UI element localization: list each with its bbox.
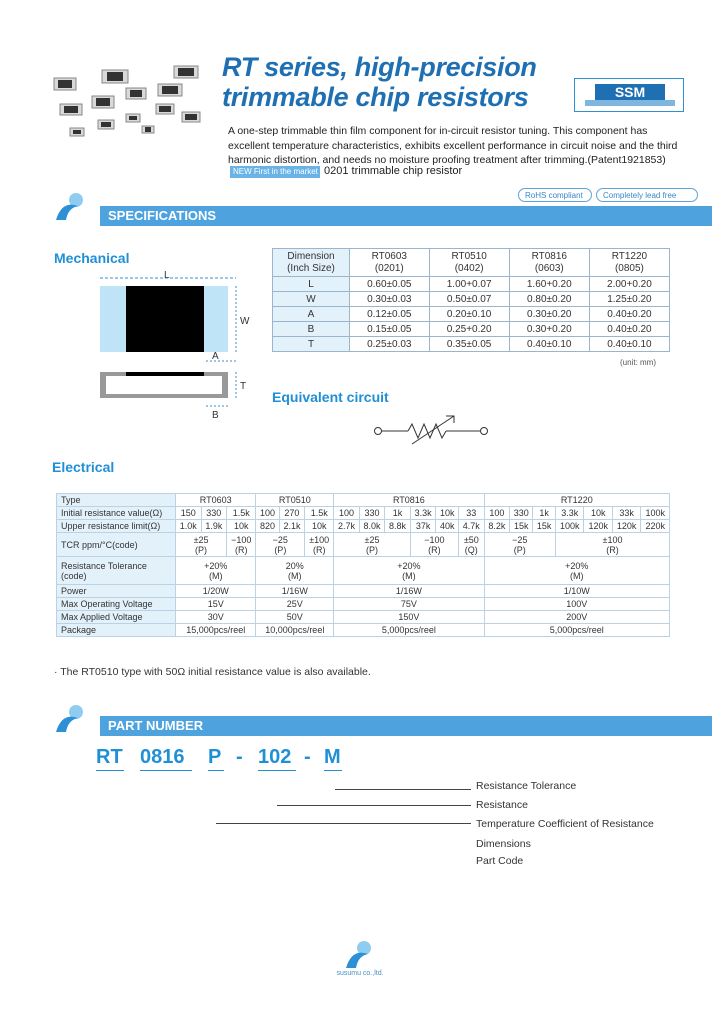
el-cell: 15k: [533, 520, 556, 533]
footnote: · The RT0510 type with 50Ω initial resistance value is also available.: [54, 666, 371, 678]
el-cell: 15V: [176, 598, 256, 611]
label-L: L: [164, 270, 170, 281]
el-cell: +20% (M): [176, 557, 256, 585]
dim-cell: 0.30±0.03: [350, 292, 430, 307]
el-cell: 100k: [641, 507, 670, 520]
el-label: Max Applied Voltage: [57, 611, 176, 624]
el-cell: +20% (M): [334, 557, 484, 585]
pn-resistance: 102: [258, 746, 292, 768]
el-cell: 8.2k: [484, 520, 510, 533]
leader-line: [335, 789, 471, 790]
dimension-outline: [100, 278, 236, 406]
el-cell: 37k: [410, 520, 436, 533]
el-cell: 120k: [584, 520, 612, 533]
el-cell: ±25 (P): [334, 533, 411, 557]
dim-cell: 0.60±0.05: [350, 277, 430, 292]
el-cell: 50V: [256, 611, 334, 624]
title-line-2: trimmable chip resistors: [222, 82, 529, 112]
el-cell: 8.8k: [385, 520, 411, 533]
el-cell: ±50 (Q): [459, 533, 485, 557]
el-cell: −25 (P): [484, 533, 555, 557]
label-B: B: [212, 410, 219, 418]
part-number-header: PART NUMBER: [100, 716, 712, 736]
el-cell: 330: [201, 507, 227, 520]
el-cell: 200V: [484, 611, 669, 624]
el-cell: RT0603: [176, 494, 256, 507]
dim-cell: 0.30±0.20: [509, 307, 589, 322]
electrical-table: [56, 493, 670, 637]
table-row: [57, 520, 670, 533]
dim-cell: 0.15±0.05: [350, 322, 430, 337]
el-cell: −25 (P): [256, 533, 305, 557]
el-cell: 3.3k: [556, 507, 584, 520]
el-cell: 330: [359, 507, 385, 520]
el-cell: 150: [176, 507, 202, 520]
part-number-code: [0, 746, 720, 776]
dim-header-cell: RT1220 (0805): [589, 249, 669, 277]
pn-underline: [96, 770, 124, 771]
el-cell: 1k: [533, 507, 556, 520]
el-label: Power: [57, 585, 176, 598]
el-cell: ±100 (R): [556, 533, 670, 557]
el-cell: 10k: [436, 507, 459, 520]
table-row: [57, 557, 670, 585]
table-row: [273, 307, 670, 322]
table-row: [57, 533, 670, 557]
pn-underline: [208, 770, 224, 771]
pn-tcr: P: [208, 746, 222, 768]
specifications-header: SPECIFICATIONS: [100, 206, 712, 226]
table-row: [57, 507, 670, 520]
new-product-text: 0201 trimmable chip resistor: [324, 165, 463, 177]
el-cell: 2.7k: [334, 520, 360, 533]
el-cell: 5,000pcs/reel: [334, 624, 484, 637]
el-cell: 1.0k: [176, 520, 202, 533]
dimension-table: [272, 248, 670, 352]
footer-logo-text: susumu co.,ltd.: [336, 970, 384, 977]
dim-cell: W: [273, 292, 350, 307]
pn-label-part-code: Part Code: [476, 855, 524, 867]
pn-underline: [140, 770, 192, 771]
dim-cell: 0.40±0.10: [589, 337, 669, 352]
el-cell: 1k: [385, 507, 411, 520]
el-cell: 220k: [641, 520, 670, 533]
el-cell: 33k: [612, 507, 640, 520]
label-T: T: [240, 381, 247, 392]
el-cell: 100: [334, 507, 360, 520]
title-line-1: RT series, high-precision: [222, 52, 537, 82]
table-row: [57, 611, 670, 624]
el-cell: 40k: [436, 520, 459, 533]
el-cell: 1.9k: [201, 520, 227, 533]
el-cell: 75V: [334, 598, 484, 611]
el-label: Resistance Tolerance (code): [57, 557, 176, 585]
dim-cell: L: [273, 277, 350, 292]
electrical-heading: Electrical: [52, 459, 115, 475]
el-cell: RT0510: [256, 494, 334, 507]
section-swirl-icon: [52, 702, 92, 736]
trimmable-resistor-symbol-icon: [370, 410, 492, 450]
el-cell: RT0816: [334, 494, 484, 507]
el-cell: +20% (M): [484, 557, 669, 585]
el-cell: 820: [256, 520, 279, 533]
el-cell: 1/16W: [256, 585, 334, 598]
pn-dimensions: 0816: [140, 746, 185, 768]
dim-header-cell: RT0603 (0201): [350, 249, 430, 277]
section-swirl-icon: [52, 190, 92, 224]
footnote-text: The RT0510 type with 50Ω initial resistance value is also available.: [60, 666, 371, 678]
el-cell: 100V: [484, 598, 669, 611]
el-cell: −100 (R): [410, 533, 458, 557]
el-cell: −100 (R): [227, 533, 256, 557]
el-cell: 1.5k: [227, 507, 256, 520]
dim-header-cell: Dimension (Inch Size): [273, 249, 350, 277]
table-row: [57, 624, 670, 637]
dim-cell: B: [273, 322, 350, 337]
el-cell: 20% (M): [256, 557, 334, 585]
el-cell: 4.7k: [459, 520, 485, 533]
dim-cell: 0.40±0.20: [589, 322, 669, 337]
label-A: A: [212, 351, 219, 362]
mechanical-diagram: [96, 268, 256, 418]
dim-header-cell: RT0816 (0603): [509, 249, 589, 277]
dim-cell: 0.30+0.20: [509, 322, 589, 337]
pn-tolerance: M: [324, 746, 341, 768]
el-cell: 270: [279, 507, 305, 520]
pn-label-resistance: Resistance: [476, 799, 528, 811]
chip-resistor-image: [54, 66, 200, 136]
el-cell: 25V: [256, 598, 334, 611]
logo-brand-text: SSM: [614, 84, 646, 100]
lead-free-badge: Completely lead free: [596, 188, 698, 202]
dim-cell: 0.12±0.05: [350, 307, 430, 322]
dim-cell: 0.25+0.20: [429, 322, 509, 337]
dim-cell: 0.35±0.05: [429, 337, 509, 352]
page-title: [222, 52, 537, 112]
el-cell: ±100 (R): [305, 533, 334, 557]
table-row: [57, 494, 670, 507]
unit-note: (unit: mm): [620, 358, 656, 367]
pn-label-tcr: Temperature Coefficient of Resistance: [476, 818, 654, 830]
el-cell: 330: [510, 507, 533, 520]
pn-separator: -: [236, 746, 243, 768]
table-row: [57, 598, 670, 611]
el-cell: 100: [484, 507, 510, 520]
el-cell: 1/20W: [176, 585, 256, 598]
dim-header-cell: RT0510 (0402): [429, 249, 509, 277]
el-label: Upper resistance limit(Ω): [57, 520, 176, 533]
pn-underline: [324, 770, 342, 771]
brand-logo: [574, 78, 684, 112]
el-cell: 100k: [556, 520, 584, 533]
el-cell: 1/16W: [334, 585, 484, 598]
dim-cell: A: [273, 307, 350, 322]
el-cell: 8.0k: [359, 520, 385, 533]
el-label: Initial resistance value(Ω): [57, 507, 176, 520]
equivalent-circuit-heading: Equivalent circuit: [272, 389, 389, 405]
el-cell: 15,000pcs/reel: [176, 624, 256, 637]
el-cell: 10k: [584, 507, 612, 520]
pn-separator: -: [304, 746, 311, 768]
dim-cell: 2.00+0.20: [589, 277, 669, 292]
dim-cell: 1.25±0.20: [589, 292, 669, 307]
el-cell: 1.5k: [305, 507, 334, 520]
pn-part-code: RT: [96, 746, 123, 768]
dim-cell: 0.80±0.20: [509, 292, 589, 307]
leader-line: [277, 805, 471, 806]
el-label: TCR ppm/°C(code): [57, 533, 176, 557]
rohs-badge: RoHS compliant: [518, 188, 592, 202]
footer-logo-icon: [340, 938, 380, 970]
el-cell: RT1220: [484, 494, 669, 507]
pn-label-dimensions: Dimensions: [476, 838, 531, 850]
el-cell: 30V: [176, 611, 256, 624]
el-cell: 5,000pcs/reel: [484, 624, 669, 637]
dim-cell: 0.50±0.07: [429, 292, 509, 307]
table-row: [273, 277, 670, 292]
table-row: [57, 585, 670, 598]
dim-cell: 0.25±0.03: [350, 337, 430, 352]
el-cell: 150V: [334, 611, 484, 624]
el-label: Max Operating Voltage: [57, 598, 176, 611]
dim-cell: T: [273, 337, 350, 352]
logo-mark-icon: [595, 84, 665, 100]
dim-cell: 0.20±0.10: [429, 307, 509, 322]
new-badge: NEW First in the market: [230, 166, 320, 178]
pn-underline: [258, 770, 296, 771]
table-row: [273, 322, 670, 337]
el-label: Package: [57, 624, 176, 637]
table-row: [273, 292, 670, 307]
el-cell: 10,000pcs/reel: [256, 624, 334, 637]
logo-subtitle-bar: [585, 100, 675, 106]
dim-cell: 0.40±0.10: [509, 337, 589, 352]
el-cell: 15k: [510, 520, 533, 533]
intro-paragraph: A one-step trimmable thin film component for in-circuit resistor tuning. This component has excellent temperature characteristics, exhibits excellent performance in circuit noise and the third harmonic distortion, and needs no moisture proofing treatment after trimming.(Patent1921853): [228, 125, 678, 166]
table-row: [273, 337, 670, 352]
pn-label-tolerance: Resistance Tolerance: [476, 780, 577, 792]
label-W: W: [240, 316, 250, 327]
el-cell: 10k: [227, 520, 256, 533]
el-cell: 120k: [612, 520, 640, 533]
dim-cell: 0.40±0.20: [589, 307, 669, 322]
el-cell: 10k: [305, 520, 334, 533]
mechanical-heading: Mechanical: [54, 250, 130, 266]
leader-line: [216, 823, 471, 824]
el-cell: ±25 (P): [176, 533, 227, 557]
el-cell: 33: [459, 507, 485, 520]
dim-cell: 1.60+0.20: [509, 277, 589, 292]
dim-cell: 1.00+0.07: [429, 277, 509, 292]
el-cell: 100: [256, 507, 279, 520]
el-cell: 1/10W: [484, 585, 669, 598]
el-cell: 3.3k: [410, 507, 436, 520]
el-label: Type: [57, 494, 176, 507]
el-cell: 2.1k: [279, 520, 305, 533]
product-photo: [46, 56, 216, 146]
